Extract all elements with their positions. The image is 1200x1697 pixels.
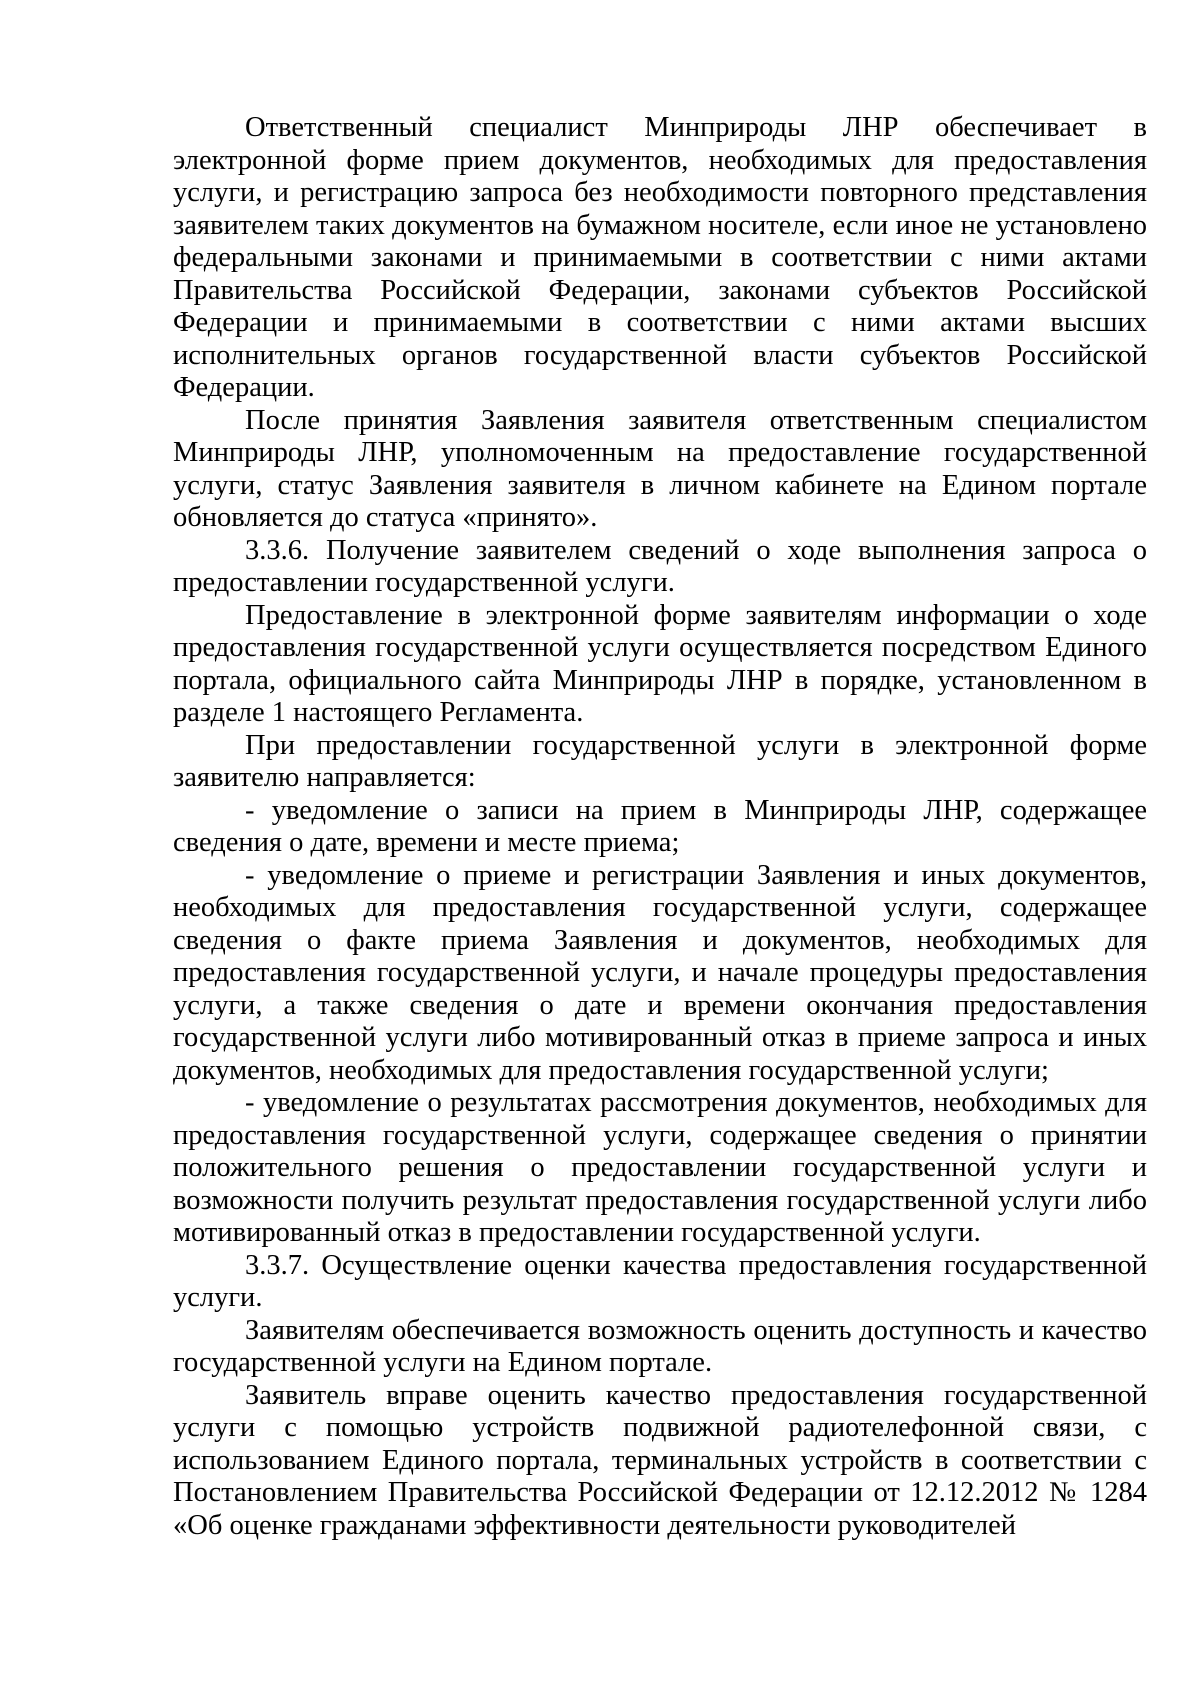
list-item-appointment-notice: - уведомление о записи на прием в Минприроды ЛНР, содержащее сведения о дате, времени и месте приема; bbox=[173, 794, 1147, 858]
paragraph-quality-assessment: Заявителям обеспечивается возможность оценить доступность и качество государственной услуги на Едином портале. bbox=[173, 1314, 1147, 1378]
section-heading-3-3-6: 3.3.6. Получение заявителем сведений о ходе выполнения запроса о предоставлении государственной услуги. bbox=[173, 534, 1147, 598]
list-item-result-notice: - уведомление о результатах рассмотрения документов, необходимых для предоставления государственной услуги, содержащее сведения о принятии положительного решения о предоставлении государственной услуги и возможности получить результат предоставления государственной услуги либо мотивированный отказ в предоставлении государственной услуги. bbox=[173, 1087, 1147, 1248]
section-heading-3-3-7: 3.3.7. Осуществление оценки качества предоставления государственной услуги. bbox=[173, 1249, 1147, 1313]
paragraph-progress-info: Предоставление в электронной форме заявителям информации о ходе предоставления государственной услуги осуществляется посредством Единого портала, официального сайта Минприроды ЛНР в порядке, установленном в разделе 1 настоящего Регламента. bbox=[173, 599, 1147, 728]
paragraph-assessment-methods: Заявитель вправе оценить качество предоставления государственной услуги с помощью устройств подвижной радиотелефонной связи, с использованием Единого портала, терминальных устройств в соответствии с Постановлением Правительства Российской Федерации от 12.12.2012 № 1284 «Об оценке гражданами эффективности деятельности руководителей bbox=[173, 1379, 1147, 1541]
list-item-registration-notice: - уведомление о приеме и регистрации Заявления и иных документов, необходимых для предоставления государственной услуги, содержащее сведения о факте приема Заявления и документов, необходимых для предоставления государственной услуги, и начале процедуры предоставления услуги, а также сведения о дате и времени окончания предоставления государственной услуги либо мотивированный отказ в приеме запроса и иных документов, необходимых для предоставления государственной услуги; bbox=[173, 859, 1147, 1086]
paragraph-status-accepted: После принятия Заявления заявителя ответственным специалистом Минприроды ЛНР, уполномоченным на предоставление государственной услуги, статус Заявления заявителя в личном кабинете на Едином портале обновляется до статуса «принято». bbox=[173, 404, 1147, 533]
document-body bbox=[173, 112, 1147, 1542]
paragraph-electronic-reception: Ответственный специалист Минприроды ЛНР обеспечивает в электронной форме прием документов, необходимых для предоставления услуги, и регистрацию запроса без необходимости повторного представления заявителем таких документов на бумажном носителе, если иное не установлено федеральными законами и принимаемыми в соответствии с ними актами Правительства Российской Федерации, законами субъектов Российской Федерации и принимаемыми в соответствии с ними актами высших исполнительных органов государственной власти субъектов Российской Федерации. bbox=[173, 112, 1147, 403]
paragraph-notifications-intro: При предоставлении государственной услуги в электронной форме заявителю направляется: bbox=[173, 729, 1147, 793]
